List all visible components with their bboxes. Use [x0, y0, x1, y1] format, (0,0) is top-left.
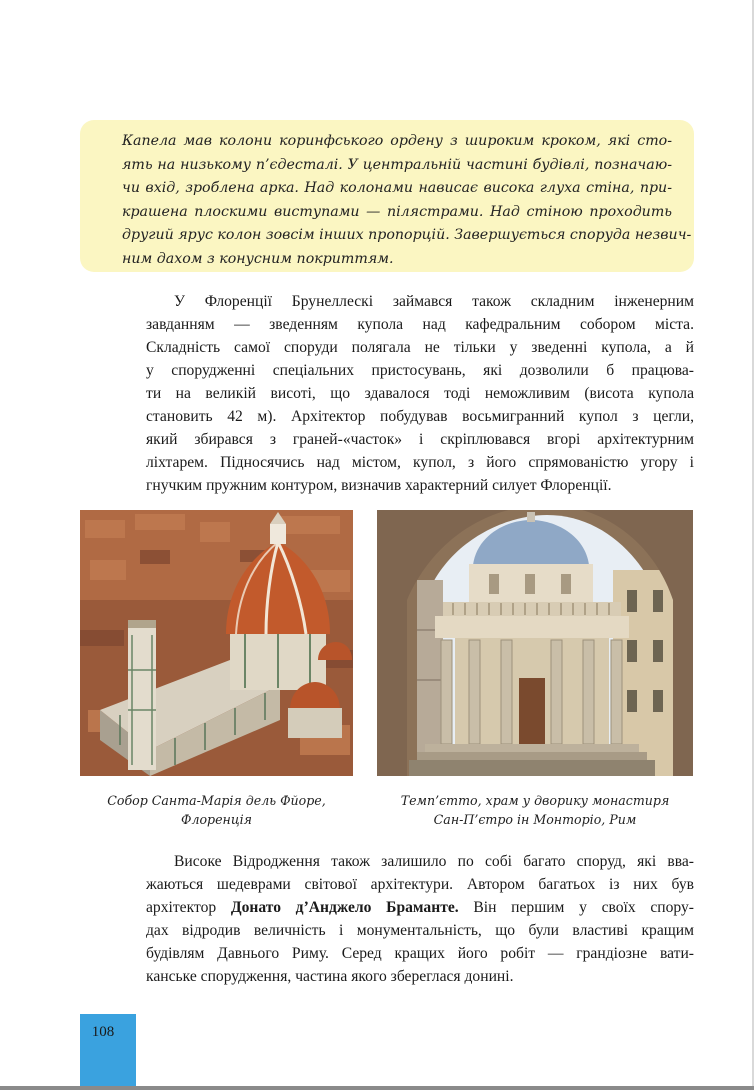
tempietto-illustration: [377, 510, 693, 776]
bottom-rule: [0, 1086, 754, 1090]
paragraph-line: дах відродив величність і монументальність, що були властиві кращим: [146, 922, 694, 939]
caption-tempietto: [377, 792, 693, 829]
paragraph-line: Складність самої споруди полягала не тільки у зведенні купола, а й: [146, 339, 694, 356]
paragraph-line: який збирався з граней-«часток» і скріплювався вгорі архітектурним: [146, 431, 694, 448]
callout-line: ним дахом з конусним покриттям.: [122, 250, 394, 267]
caption-line: Темп’єтто, храм у дворику монастиря: [400, 793, 670, 808]
paragraph-bramante: [146, 850, 694, 988]
callout-line: крашена плоскими виступами — пілястрами. Над стіною проходить: [122, 203, 672, 220]
paragraph-text: архітектор: [146, 899, 231, 916]
callout-line: другий ярус колон зовсім інших пропорцій. Завершується споруда незвич-: [122, 227, 692, 243]
photo-tempietto: [377, 510, 693, 776]
architect-name: Донато д’Анджело Браманте.: [230, 899, 459, 916]
photo-florence-cathedral: [80, 510, 353, 776]
callout-box: [80, 120, 694, 272]
paragraph-line: ліхтарем. Підносячись над містом, купол, з його спрямованістю угору і: [146, 454, 694, 471]
page-number-tab: [80, 1014, 136, 1090]
callout-line: ять на низькому п’єдесталі. У центральній частині будівлі, позначаю-: [122, 156, 672, 173]
paragraph-line: канське спорудження, частина якого збереглася донині.: [146, 968, 514, 985]
paragraph-text: Він першим у своїх спору-: [458, 899, 694, 916]
florence-cathedral-illustration: [80, 510, 353, 776]
caption-florence-cathedral: [80, 792, 353, 829]
paragraph-line: Високе Відродження також залишило по собі багато споруд, які вва-: [174, 853, 694, 870]
callout-line: Капела мав колони коринфського ордену з широким кроком, які сто-: [122, 133, 672, 149]
paragraph-line: будівлям Давнього Риму. Серед кращих його робіт — грандіозне вати-: [146, 945, 694, 962]
paragraph-line: ти на великій висоті, що здавалося тоді неможливим (висота купола: [146, 385, 694, 402]
caption-line: Собор Санта-Марія дель Фйоре,: [107, 793, 326, 808]
paragraph-line: [146, 896, 694, 919]
callout-line: чи вхід, зроблена арка. Над колонами нависає висока глуха стіна, при-: [122, 180, 672, 196]
paragraph-line: становить 42 м). Архітектор побудував восьмигранний купол з цегли,: [146, 408, 694, 425]
paragraph-line: у спорудженні спеціальних пристосувань, які дозволили б працюва-: [146, 362, 694, 379]
page-number: 108: [91, 1024, 115, 1040]
paragraph-line: жаються шедеврами світової архітектури. Автором багатьох із них був: [146, 876, 694, 893]
paragraph-line: У Флоренції Брунеллескі займався також складним інженерним: [174, 293, 694, 310]
caption-line: Сан-П’єтро ін Монторіо, Рим: [433, 811, 637, 827]
caption-line: Флоренція: [180, 811, 253, 827]
paragraph-brunelleschi: [146, 290, 694, 497]
paragraph-line: гнучким пружним контуром, визначив характерний силует Флоренції.: [146, 477, 612, 494]
paragraph-line: завданням — зведенням купола над кафедральним собором міста.: [146, 316, 694, 333]
